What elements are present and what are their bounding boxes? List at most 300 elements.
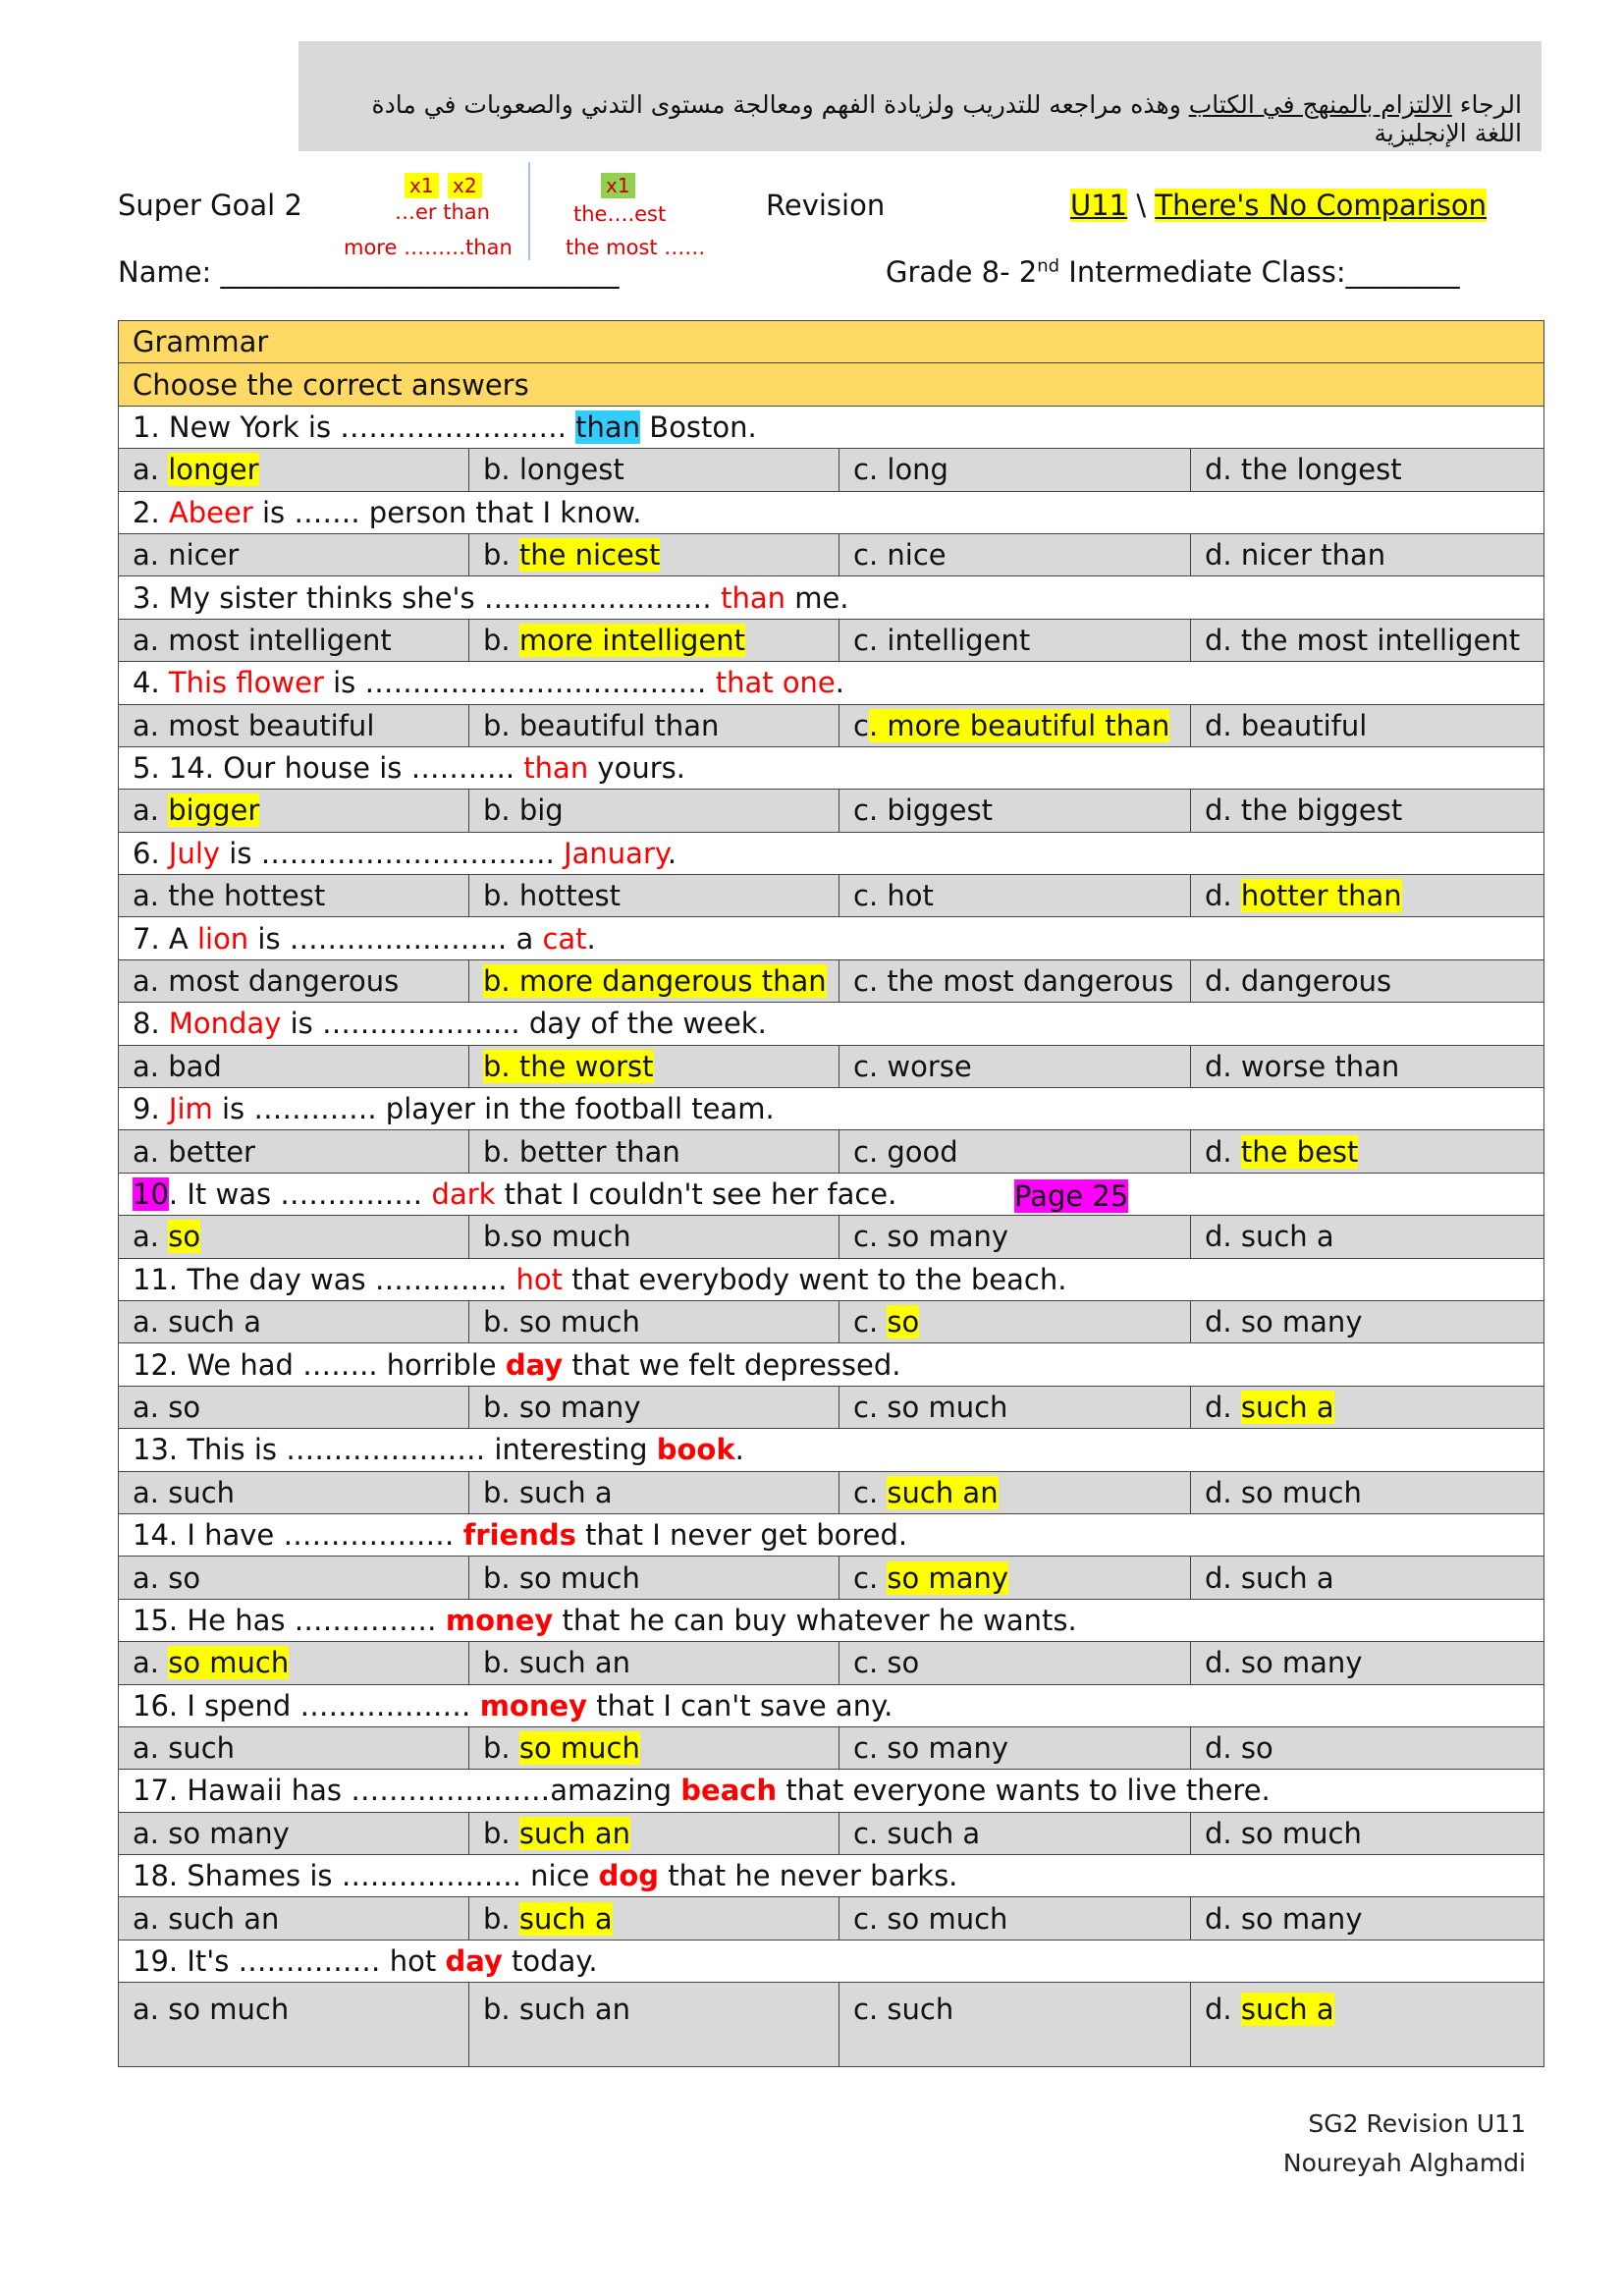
- option-segment: d. so many: [1205, 1305, 1363, 1339]
- question-segment: 16. I spend ………………: [133, 1688, 480, 1722]
- answer-option[interactable]: [1191, 1471, 1544, 1513]
- option-segment: c. so much: [853, 1901, 1008, 1936]
- question-segment: is ………………………….: [220, 836, 565, 870]
- answer-option[interactable]: [119, 449, 469, 491]
- option-segment: a. such: [133, 1731, 236, 1766]
- unit-title: [1070, 189, 1487, 222]
- question-row: [119, 1513, 1544, 1556]
- option-segment: such an: [518, 1816, 631, 1850]
- badge-x2-comparative: x2: [448, 173, 482, 198]
- answer-option[interactable]: [469, 1812, 839, 1854]
- answer-option[interactable]: [469, 533, 839, 575]
- question-segment: dog: [598, 1859, 660, 1893]
- option-segment: b.so much: [483, 1220, 631, 1254]
- options-row: [119, 1300, 1544, 1342]
- answer-option[interactable]: [119, 1130, 469, 1173]
- instruction-row: [119, 363, 1544, 406]
- option-segment: the nicest: [518, 538, 661, 573]
- badge-x1-superlative: x1: [601, 173, 635, 198]
- option-segment: bigger: [168, 793, 260, 828]
- answer-option[interactable]: [119, 875, 469, 917]
- question-segment: 2.: [133, 495, 169, 529]
- option-segment: a. such an: [133, 1901, 280, 1936]
- question-segment: 11. The day was …………..: [133, 1262, 516, 1296]
- answer-option[interactable]: [469, 1983, 839, 2067]
- answer-option[interactable]: [1191, 1642, 1544, 1684]
- question-row: [119, 746, 1544, 789]
- question-segment: is ………………... day of the week.: [281, 1007, 767, 1041]
- option-segment: c. the most dangerous: [853, 964, 1174, 999]
- option-segment: d. the longest: [1205, 453, 1402, 487]
- question-text: [119, 1684, 1544, 1726]
- option-segment: d. so much: [1205, 1816, 1362, 1850]
- options-row: [119, 704, 1544, 746]
- answer-option[interactable]: [119, 533, 469, 575]
- hint-the-est: the….est: [573, 202, 667, 226]
- answer-option[interactable]: [469, 1471, 839, 1513]
- option-segment: b.: [483, 538, 519, 573]
- answer-option[interactable]: [839, 1726, 1191, 1769]
- question-row: [119, 1173, 1544, 1215]
- answer-option[interactable]: [469, 619, 839, 661]
- answer-option[interactable]: [119, 1386, 469, 1428]
- option-segment: a. the hottest: [133, 879, 326, 913]
- option-segment: a. most intelligent: [133, 623, 392, 657]
- question-segment: is …………. player in the football team.: [212, 1092, 775, 1126]
- question-segment: .: [667, 836, 677, 870]
- answer-option[interactable]: [1191, 1557, 1544, 1599]
- answer-option[interactable]: [119, 1642, 469, 1684]
- answer-option[interactable]: [839, 619, 1191, 661]
- question-segment: that I couldn't see her face.: [495, 1177, 897, 1211]
- answer-option[interactable]: [469, 1216, 839, 1258]
- answer-option[interactable]: [469, 1557, 839, 1599]
- question-segment: that one: [715, 666, 836, 700]
- option-segment: b. such an: [483, 1646, 631, 1680]
- question-text: [119, 1173, 1544, 1215]
- answer-option[interactable]: [469, 704, 839, 746]
- grammar-questions-table: [118, 320, 1544, 2067]
- option-segment: d. such a: [1205, 1560, 1334, 1595]
- banner-text-underlined: الالتزام بالمنهج في الكتاب: [1188, 90, 1452, 119]
- option-segment: the best: [1240, 1134, 1359, 1169]
- option-segment: d.: [1205, 879, 1241, 913]
- answer-option[interactable]: [839, 790, 1191, 832]
- option-segment: . more beautiful than: [868, 708, 1170, 742]
- option-segment: so much: [518, 1731, 640, 1766]
- options-row: [119, 1216, 1544, 1258]
- option-segment: b. hottest: [483, 879, 622, 913]
- option-segment: d. so much: [1205, 1475, 1362, 1509]
- grade-class-field: [886, 255, 1460, 289]
- option-segment: b.: [483, 1816, 519, 1850]
- instruction-banner: [298, 41, 1542, 151]
- options-row: [119, 1386, 1544, 1428]
- option-segment: so many: [887, 1560, 1009, 1595]
- option-segment: a. such: [133, 1475, 236, 1509]
- question-segment: 6.: [133, 836, 169, 870]
- option-segment: c. so many: [853, 1220, 1009, 1254]
- question-segment: than: [523, 751, 589, 786]
- option-segment: d. worse than: [1205, 1049, 1400, 1083]
- grade-suffix: nd: [1037, 255, 1060, 277]
- name-line: ____________________________: [220, 255, 620, 289]
- option-segment: b. big: [483, 793, 564, 828]
- question-row: [119, 1258, 1544, 1300]
- answer-option[interactable]: [119, 619, 469, 661]
- question-segment: that I never get bored.: [575, 1518, 908, 1553]
- option-segment: a.: [133, 1220, 169, 1254]
- question-segment: .: [835, 666, 844, 700]
- answer-option[interactable]: [839, 704, 1191, 746]
- banner-text-end: وهذه مراجعه للتدريب ولزيادة الفهم ومعالجة مستوى التدني والصعوبات في مادة اللغة الإنجليزية: [371, 90, 1522, 147]
- option-segment: c. so: [853, 1646, 920, 1680]
- question-row: [119, 662, 1544, 704]
- answer-option[interactable]: [119, 1471, 469, 1513]
- answer-option[interactable]: [839, 533, 1191, 575]
- option-segment: c. nice: [853, 538, 947, 573]
- question-text: [119, 1855, 1544, 1897]
- answer-option[interactable]: [1191, 704, 1544, 746]
- question-text: [119, 1770, 1544, 1812]
- answer-option[interactable]: [469, 1386, 839, 1428]
- option-segment: b. longest: [483, 453, 624, 487]
- answer-option[interactable]: [1191, 1983, 1544, 2067]
- answer-option[interactable]: [839, 1983, 1191, 2067]
- option-segment: a. so: [133, 1390, 201, 1424]
- option-segment: a. bad: [133, 1049, 222, 1083]
- options-row: [119, 790, 1544, 832]
- section-title: Grammar: [119, 321, 1544, 363]
- option-segment: so: [887, 1305, 920, 1339]
- options-row: [119, 959, 1544, 1002]
- options-row: [119, 875, 1544, 917]
- options-row: [119, 1726, 1544, 1769]
- answer-option[interactable]: [119, 1216, 469, 1258]
- answer-option[interactable]: [839, 1300, 1191, 1342]
- question-segment: is ………………….. a: [248, 921, 543, 956]
- option-segment: b. better than: [483, 1134, 680, 1169]
- question-text: [119, 576, 1544, 619]
- answer-option[interactable]: [1191, 1726, 1544, 1769]
- option-segment: a. so: [133, 1560, 201, 1595]
- question-segment: 14. I have ………………: [133, 1518, 463, 1553]
- question-segment: cat: [542, 921, 587, 956]
- question-text: [119, 832, 1544, 874]
- answer-option[interactable]: [839, 1130, 1191, 1173]
- option-segment: d. so: [1205, 1731, 1273, 1766]
- option-segment: c.: [853, 1305, 888, 1339]
- question-text: [119, 1258, 1544, 1300]
- option-segment: a. so much: [133, 1993, 290, 2027]
- answer-option[interactable]: [469, 1897, 839, 1940]
- question-row: [119, 1684, 1544, 1726]
- option-segment: b. such an: [483, 1993, 631, 2027]
- answer-option[interactable]: [1191, 619, 1544, 661]
- option-segment: b.: [483, 1901, 519, 1936]
- question-segment: . It was ……………: [168, 1177, 432, 1211]
- answer-option[interactable]: [119, 1726, 469, 1769]
- question-segment: 5. 14. Our house is ………..: [133, 751, 524, 786]
- option-segment: b. so many: [483, 1390, 641, 1424]
- option-segment: d. beautiful: [1205, 708, 1368, 742]
- question-segment: that he never barks.: [659, 1859, 958, 1893]
- answer-option[interactable]: [119, 1983, 469, 2067]
- question-row: [119, 1088, 1544, 1130]
- question-row: [119, 1343, 1544, 1386]
- unit-separator: \: [1127, 189, 1156, 222]
- answer-option[interactable]: [839, 959, 1191, 1002]
- answer-option[interactable]: [1191, 1300, 1544, 1342]
- option-segment: so: [168, 1220, 201, 1254]
- question-text: [119, 917, 1544, 959]
- banner-text-start: الرجاء: [1451, 90, 1522, 119]
- question-segment: 7. A: [133, 921, 197, 956]
- option-segment: c. so many: [853, 1731, 1009, 1766]
- answer-option[interactable]: [839, 1557, 1191, 1599]
- question-segment: day: [445, 1944, 503, 1979]
- revision-label: Revision: [766, 189, 886, 222]
- option-segment: b.: [483, 1731, 519, 1766]
- option-segment: c. good: [853, 1134, 958, 1169]
- options-row: [119, 1983, 1544, 2067]
- answer-option[interactable]: [1191, 875, 1544, 917]
- question-segment: 17. Hawaii has …………………amazing: [133, 1774, 681, 1808]
- badge-x1-comparative: x1: [405, 173, 439, 198]
- question-segment: hot: [515, 1262, 564, 1296]
- question-text: [119, 491, 1544, 533]
- option-segment: b. so much: [483, 1560, 640, 1595]
- option-segment: more intelligent: [518, 623, 746, 657]
- option-segment: c. hot: [853, 879, 934, 913]
- answer-option[interactable]: [839, 1812, 1191, 1854]
- question-row: [119, 491, 1544, 533]
- question-segment: January: [564, 836, 668, 870]
- option-segment: a. most dangerous: [133, 964, 400, 999]
- answer-option[interactable]: [1191, 533, 1544, 575]
- option-segment: c. biggest: [853, 793, 993, 828]
- options-row: [119, 533, 1544, 575]
- answer-option[interactable]: [469, 1642, 839, 1684]
- option-segment: such an: [887, 1475, 999, 1509]
- answer-option[interactable]: [1191, 449, 1544, 491]
- question-row: [119, 1599, 1544, 1641]
- question-segment: beach: [680, 1774, 778, 1808]
- class-label: Intermediate Class:: [1059, 255, 1346, 289]
- answer-option[interactable]: [839, 1897, 1191, 1940]
- question-text: [119, 1088, 1544, 1130]
- question-segment: .: [734, 1433, 744, 1467]
- option-segment: c. worse: [853, 1049, 972, 1083]
- question-segment: 8.: [133, 1007, 169, 1041]
- question-segment: money: [479, 1688, 588, 1722]
- answer-option[interactable]: [839, 1216, 1191, 1258]
- answer-option[interactable]: [839, 875, 1191, 917]
- question-segment: me.: [785, 580, 849, 615]
- question-row: [119, 576, 1544, 619]
- answer-option[interactable]: [469, 1130, 839, 1173]
- answer-option[interactable]: [119, 1045, 469, 1087]
- option-segment: such a: [1240, 1390, 1334, 1424]
- question-segment: that everybody went to the beach.: [563, 1262, 1067, 1296]
- question-segment: that everyone wants to live there.: [777, 1774, 1271, 1808]
- option-segment: d. such a: [1205, 1220, 1334, 1254]
- options-row: [119, 619, 1544, 661]
- option-segment: such a: [518, 1901, 613, 1936]
- answer-option[interactable]: [119, 1300, 469, 1342]
- answer-option[interactable]: [1191, 1045, 1544, 1087]
- option-segment: b. such a: [483, 1475, 613, 1509]
- question-segment: 13. This is ………………… interesting: [133, 1433, 657, 1467]
- answer-option[interactable]: [1191, 959, 1544, 1002]
- question-segment: 12. We had …….. horrible: [133, 1347, 506, 1382]
- answer-option[interactable]: [469, 1045, 839, 1087]
- question-row: [119, 406, 1544, 448]
- answer-option[interactable]: [119, 959, 469, 1002]
- question-row: [119, 832, 1544, 874]
- question-segment: friends: [462, 1518, 576, 1553]
- option-segment: b. more dangerous than: [483, 964, 827, 999]
- answer-option[interactable]: [469, 959, 839, 1002]
- question-segment: money: [445, 1603, 554, 1637]
- option-segment: c.: [853, 1560, 888, 1595]
- hint-the-most: the most ……: [566, 236, 706, 259]
- question-segment: 10: [133, 1177, 169, 1211]
- answer-option[interactable]: [469, 790, 839, 832]
- footer-author: Noureyah Alghamdi: [1282, 2149, 1526, 2177]
- option-segment: c. such a: [853, 1816, 981, 1850]
- question-row: [119, 1429, 1544, 1471]
- hint-er-than: …er than: [395, 200, 490, 224]
- answer-option[interactable]: [839, 1471, 1191, 1513]
- option-segment: b. the worst: [483, 1049, 654, 1083]
- answer-option[interactable]: [1191, 1812, 1544, 1854]
- answer-option[interactable]: [469, 875, 839, 917]
- answer-option[interactable]: [469, 1300, 839, 1342]
- answer-option[interactable]: [839, 1642, 1191, 1684]
- answer-option[interactable]: [839, 1386, 1191, 1428]
- answer-option[interactable]: [839, 449, 1191, 491]
- grade-label: Grade 8- 2: [886, 255, 1038, 289]
- question-segment: 19. It's …………… hot: [133, 1944, 446, 1979]
- question-row: [119, 1003, 1544, 1045]
- option-segment: d.: [1205, 1993, 1241, 2027]
- question-text: [119, 1343, 1544, 1386]
- answer-option[interactable]: [839, 1045, 1191, 1087]
- question-segment: that I can't save any.: [587, 1688, 893, 1722]
- answer-option[interactable]: [119, 1812, 469, 1854]
- answer-option[interactable]: [1191, 1130, 1544, 1173]
- option-segment: d. the biggest: [1205, 793, 1403, 828]
- answer-option[interactable]: [119, 1897, 469, 1940]
- option-segment: longer: [168, 453, 259, 487]
- answer-option[interactable]: [469, 449, 839, 491]
- options-row: [119, 1642, 1544, 1684]
- question-segment: Monday: [168, 1007, 282, 1041]
- question-segment: book: [656, 1433, 735, 1467]
- option-segment: a. nicer: [133, 538, 240, 573]
- answer-option[interactable]: [119, 704, 469, 746]
- unit-name: There's No Comparison: [1155, 189, 1488, 222]
- page-reference: Page 25: [1014, 1178, 1129, 1213]
- unit-code: U11: [1070, 189, 1128, 222]
- option-segment: a. better: [133, 1134, 255, 1169]
- question-text: [119, 1599, 1544, 1641]
- option-segment: a. such a: [133, 1305, 262, 1339]
- option-segment: d.: [1205, 1134, 1241, 1169]
- options-row: [119, 1471, 1544, 1513]
- options-row: [119, 1557, 1544, 1599]
- option-segment: d.: [1205, 1390, 1241, 1424]
- question-text: [119, 1513, 1544, 1556]
- options-row: [119, 1897, 1544, 1940]
- answer-option[interactable]: [119, 1557, 469, 1599]
- question-segment: yours.: [588, 751, 685, 786]
- option-segment: c. so much: [853, 1390, 1008, 1424]
- question-segment: than: [575, 410, 641, 444]
- option-segment: c. such: [853, 1993, 954, 2027]
- options-row: [119, 1812, 1544, 1854]
- footer-title: SG2 Revision U11: [1308, 2109, 1526, 2138]
- options-row: [119, 1045, 1544, 1087]
- question-text: [119, 662, 1544, 704]
- question-row: [119, 1770, 1544, 1812]
- option-segment: d. so many: [1205, 1646, 1363, 1680]
- header-divider: [528, 162, 530, 260]
- question-segment: Abeer: [168, 495, 253, 529]
- question-row: [119, 1940, 1544, 1982]
- question-segment: than: [721, 580, 785, 615]
- option-segment: b.: [483, 623, 519, 657]
- question-row: [119, 1855, 1544, 1897]
- question-text: [119, 406, 1544, 448]
- question-segment: 1. New York is ………………..….: [133, 410, 576, 444]
- question-segment: that we felt depressed.: [563, 1347, 901, 1382]
- option-segment: such a: [1240, 1993, 1334, 2027]
- question-segment: July: [168, 836, 221, 870]
- question-segment: is ……. person that I know.: [252, 495, 642, 529]
- question-segment: This flower: [168, 666, 324, 700]
- option-segment: c. long: [853, 453, 948, 487]
- section-instruction: Choose the correct answers: [119, 363, 1544, 406]
- question-segment: is ………………………………: [323, 666, 716, 700]
- question-segment: today.: [502, 1944, 598, 1979]
- option-segment: c.: [853, 1475, 888, 1509]
- option-segment: c. intelligent: [853, 623, 1031, 657]
- answer-option[interactable]: [1191, 790, 1544, 832]
- class-line[interactable]: ________: [1345, 255, 1460, 289]
- option-segment: a.: [133, 793, 169, 828]
- option-segment: c: [853, 708, 869, 742]
- option-segment: b. so much: [483, 1305, 640, 1339]
- question-segment: Boston.: [640, 410, 757, 444]
- answer-option[interactable]: [469, 1726, 839, 1769]
- question-segment: dark: [431, 1177, 496, 1211]
- option-segment: a. so many: [133, 1816, 290, 1850]
- answer-option[interactable]: [1191, 1897, 1544, 1940]
- question-segment: 18. Shames is ………………. nice: [133, 1859, 599, 1893]
- option-segment: d. dangerous: [1205, 964, 1392, 999]
- question-segment: 15. He has ……………: [133, 1603, 446, 1637]
- name-field[interactable]: [118, 255, 620, 289]
- answer-option[interactable]: [1191, 1386, 1544, 1428]
- answer-option[interactable]: [1191, 1216, 1544, 1258]
- question-text: [119, 1429, 1544, 1471]
- question-segment: day: [505, 1347, 564, 1382]
- answer-option[interactable]: [119, 790, 469, 832]
- option-segment: a.: [133, 1646, 169, 1680]
- option-segment: d. nicer than: [1205, 538, 1386, 573]
